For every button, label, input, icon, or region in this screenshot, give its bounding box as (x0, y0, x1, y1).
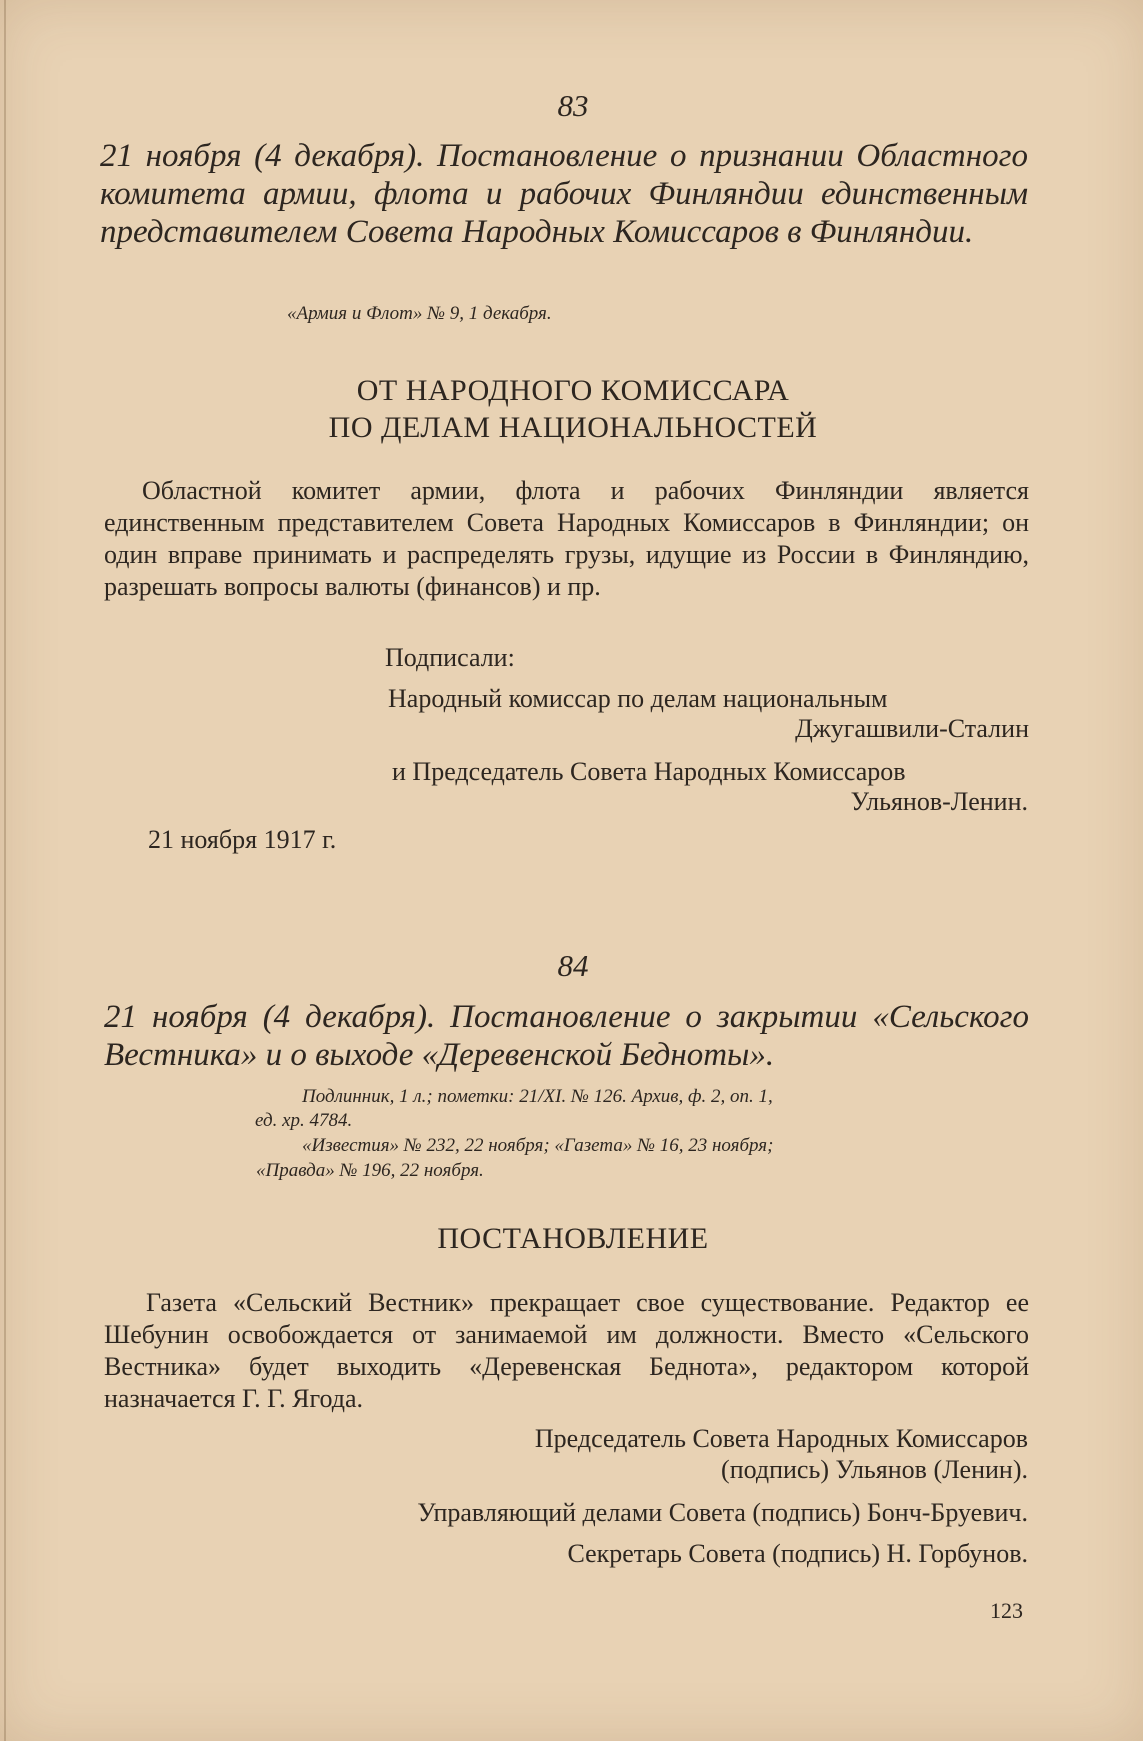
document-84-signer-2: Управляющий делами Совета (подпись) Бонч-Бруевич. (417, 1498, 1028, 1527)
signer-2-name: Ульянов-Ленин. (850, 787, 1028, 816)
document-84-source-line3: «Известия» № 232, 22 ноября; «Газета» № 16, 23 ноября; (302, 1135, 774, 1156)
document-83-heading: 21 ноября (4 декабря). Постановление о признании Областного комитета армии, флота и рабочих Финляндии единственным представителем Совета Народных Комиссаров в Финляндии. (100, 138, 1028, 250)
document-83-body: Областной комитет армии, флота и рабочих Финляндии является единственным представителем Совета Народных Комиссаров в Финляндии; он один вправе принимать и распределять грузы, идущие из России в Финляндию, разрешать вопросы валюты (финансов) и пр. (104, 476, 1029, 601)
signed-label: Подписали: (385, 643, 515, 672)
document-84-source-line4: «Правда» № 196, 22 ноября. (256, 1160, 484, 1181)
document-83-date: 21 ноября 1917 г. (148, 825, 337, 854)
document-84-signer-1-name: (подпись) Ульянов (Ленин). (721, 1455, 1028, 1484)
signer-1-name: Джугашвили-Сталин (795, 714, 1029, 743)
document-83-title-line2: ПО ДЕЛАМ НАЦИОНАЛЬНОСТЕЙ (328, 411, 818, 444)
signer-1-title: Народный комиссар по делам национальным (388, 684, 888, 713)
document-84-signer-1-title: Председатель Совета Народных Комиссаров (534, 1424, 1028, 1453)
document-number-84: 84 (557, 948, 589, 983)
document-83-title-line1: ОТ НАРОДНОГО КОМИССАРА (356, 374, 790, 407)
document-84-heading: 21 ноября (4 декабря). Постановление о закрытии «Сельского Вестника» и о выходе «Деревенской Бедноты». (104, 999, 1029, 1073)
document-84-source-line2: ед. хр. 4784. (255, 1110, 353, 1131)
document-number-83: 83 (557, 88, 589, 123)
signer-2-title: и Председатель Совета Народных Комиссаров (392, 757, 906, 786)
document-84-signer-3: Секретарь Совета (подпись) Н. Горбунов. (567, 1539, 1028, 1568)
page-number: 123 (990, 1598, 1023, 1623)
document-84-title: ПОСТАНОВЛЕНИЕ (437, 1222, 709, 1255)
page-binding-edge (4, 0, 6, 1741)
document-83-source: «Армия и Флот» № 9, 1 декабря. (287, 303, 552, 324)
document-84-source-line1: Подлинник, 1 л.; пометки: 21/XI. № 126. Архив, ф. 2, оп. 1, (302, 1086, 773, 1107)
document-84-body: Газета «Сельский Вестник» прекращает свое существование. Редактор ее Шебунин освобождается от занимаемой им должности. Вместо «Сельского Вестника» будет выходить «Деревенская Беднота», редактором которой назначается Г. Г. Ягода. (104, 1288, 1029, 1413)
